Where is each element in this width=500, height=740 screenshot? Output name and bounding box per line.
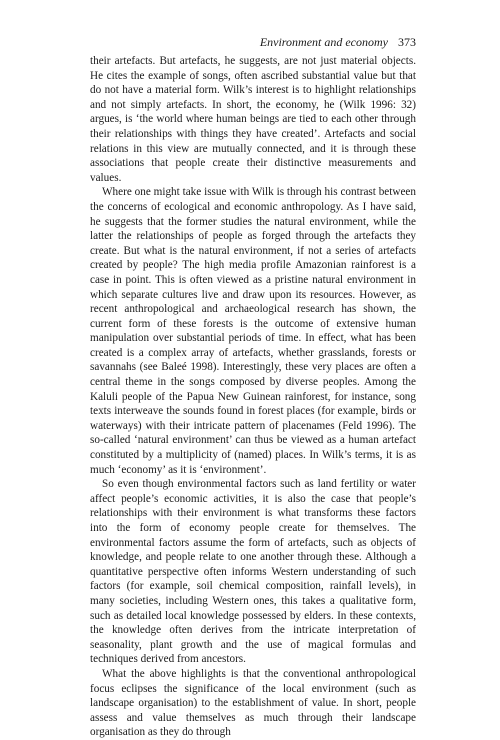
body-text	[90, 54, 416, 740]
paragraph: What the above highlights is that the conventional anthropological focus eclipses the significance of the local environment (such as landscape organisation) to the establishment of value. In short, people assess and value themselves as much through their landscape organisation as they do through	[90, 667, 416, 739]
running-title: Environment and economy	[259, 35, 388, 49]
paragraph: Where one might take issue with Wilk is through his contrast between the concerns of ecological and economic anthropology. As I have said, he suggests that the former studies the natural environment, while the latter the relationships of people as forged through the artefacts they create. But what is the natural environment, if not a series of artefacts created by people? The high media profile Amazonian rainforest is a case in point. This is often viewed as a pristine natural environment in which separate cultures live and draw upon its resources. However, as recent anthropological and archaeological research has shown, the current form of these forests is the outcome of extensive human manipulation over substantial periods of time. In effect, what has been created is a complex array of artefacts, whether grasslands, forests or savannahs (see Baleé 1998). Interestingly, these very places are often a central theme in the songs composed by diverse peoples. Among the Kaluli people of the Papua New Guinean rainforest, for instance, song texts interweave the sounds found in forest places (for example, birds or waterways) with their intricate pattern of placenames (Feld 1996). The so-called ‘natural environment’ can thus be viewed as a human artefact constituted by a multiplicity of (named) places. In Wilk’s terms, it is as much ‘economy’ as it is ‘environment’.	[90, 186, 416, 476]
page-number: 373	[398, 35, 416, 49]
paragraph: So even though environmental factors such as land fertility or water affect people’s economic activities, it is also the case that people’s relationships with their environment is what transforms these factors into the form of economy people create for themselves. The environmental factors assume the form of artefacts, such as objects of knowledge, and people relate to one another through these. Although a quantitative perspective often informs Western understanding of such factors (for example, soil chemical composition, rainfall levels), in many societies, including Western ones, this takes a qualitative form, such as detailed local knowledge possessed by elders. In these contexts, the knowledge often derives from the intricate interpretation of seasonality, plant growth and the use of magical formulas and techniques derived from ancestors.	[90, 478, 416, 666]
running-header	[90, 35, 416, 49]
paragraph-continuation: their artefacts. But artefacts, he suggests, are not just material objects. He cites the example of songs, often ascribed substantial value but that do not have a material form. Wilk’s interest is to highlight relationships and not simply artefacts. In short, the economy, he (Wilk 1996: 32) argues, is ‘the world where human beings are tied to each other through their relationships with things they have created’. Artefacts and social relations in this view are mutually connected, and it is through these associations that people create their distinctive measurements and values.	[90, 55, 416, 184]
